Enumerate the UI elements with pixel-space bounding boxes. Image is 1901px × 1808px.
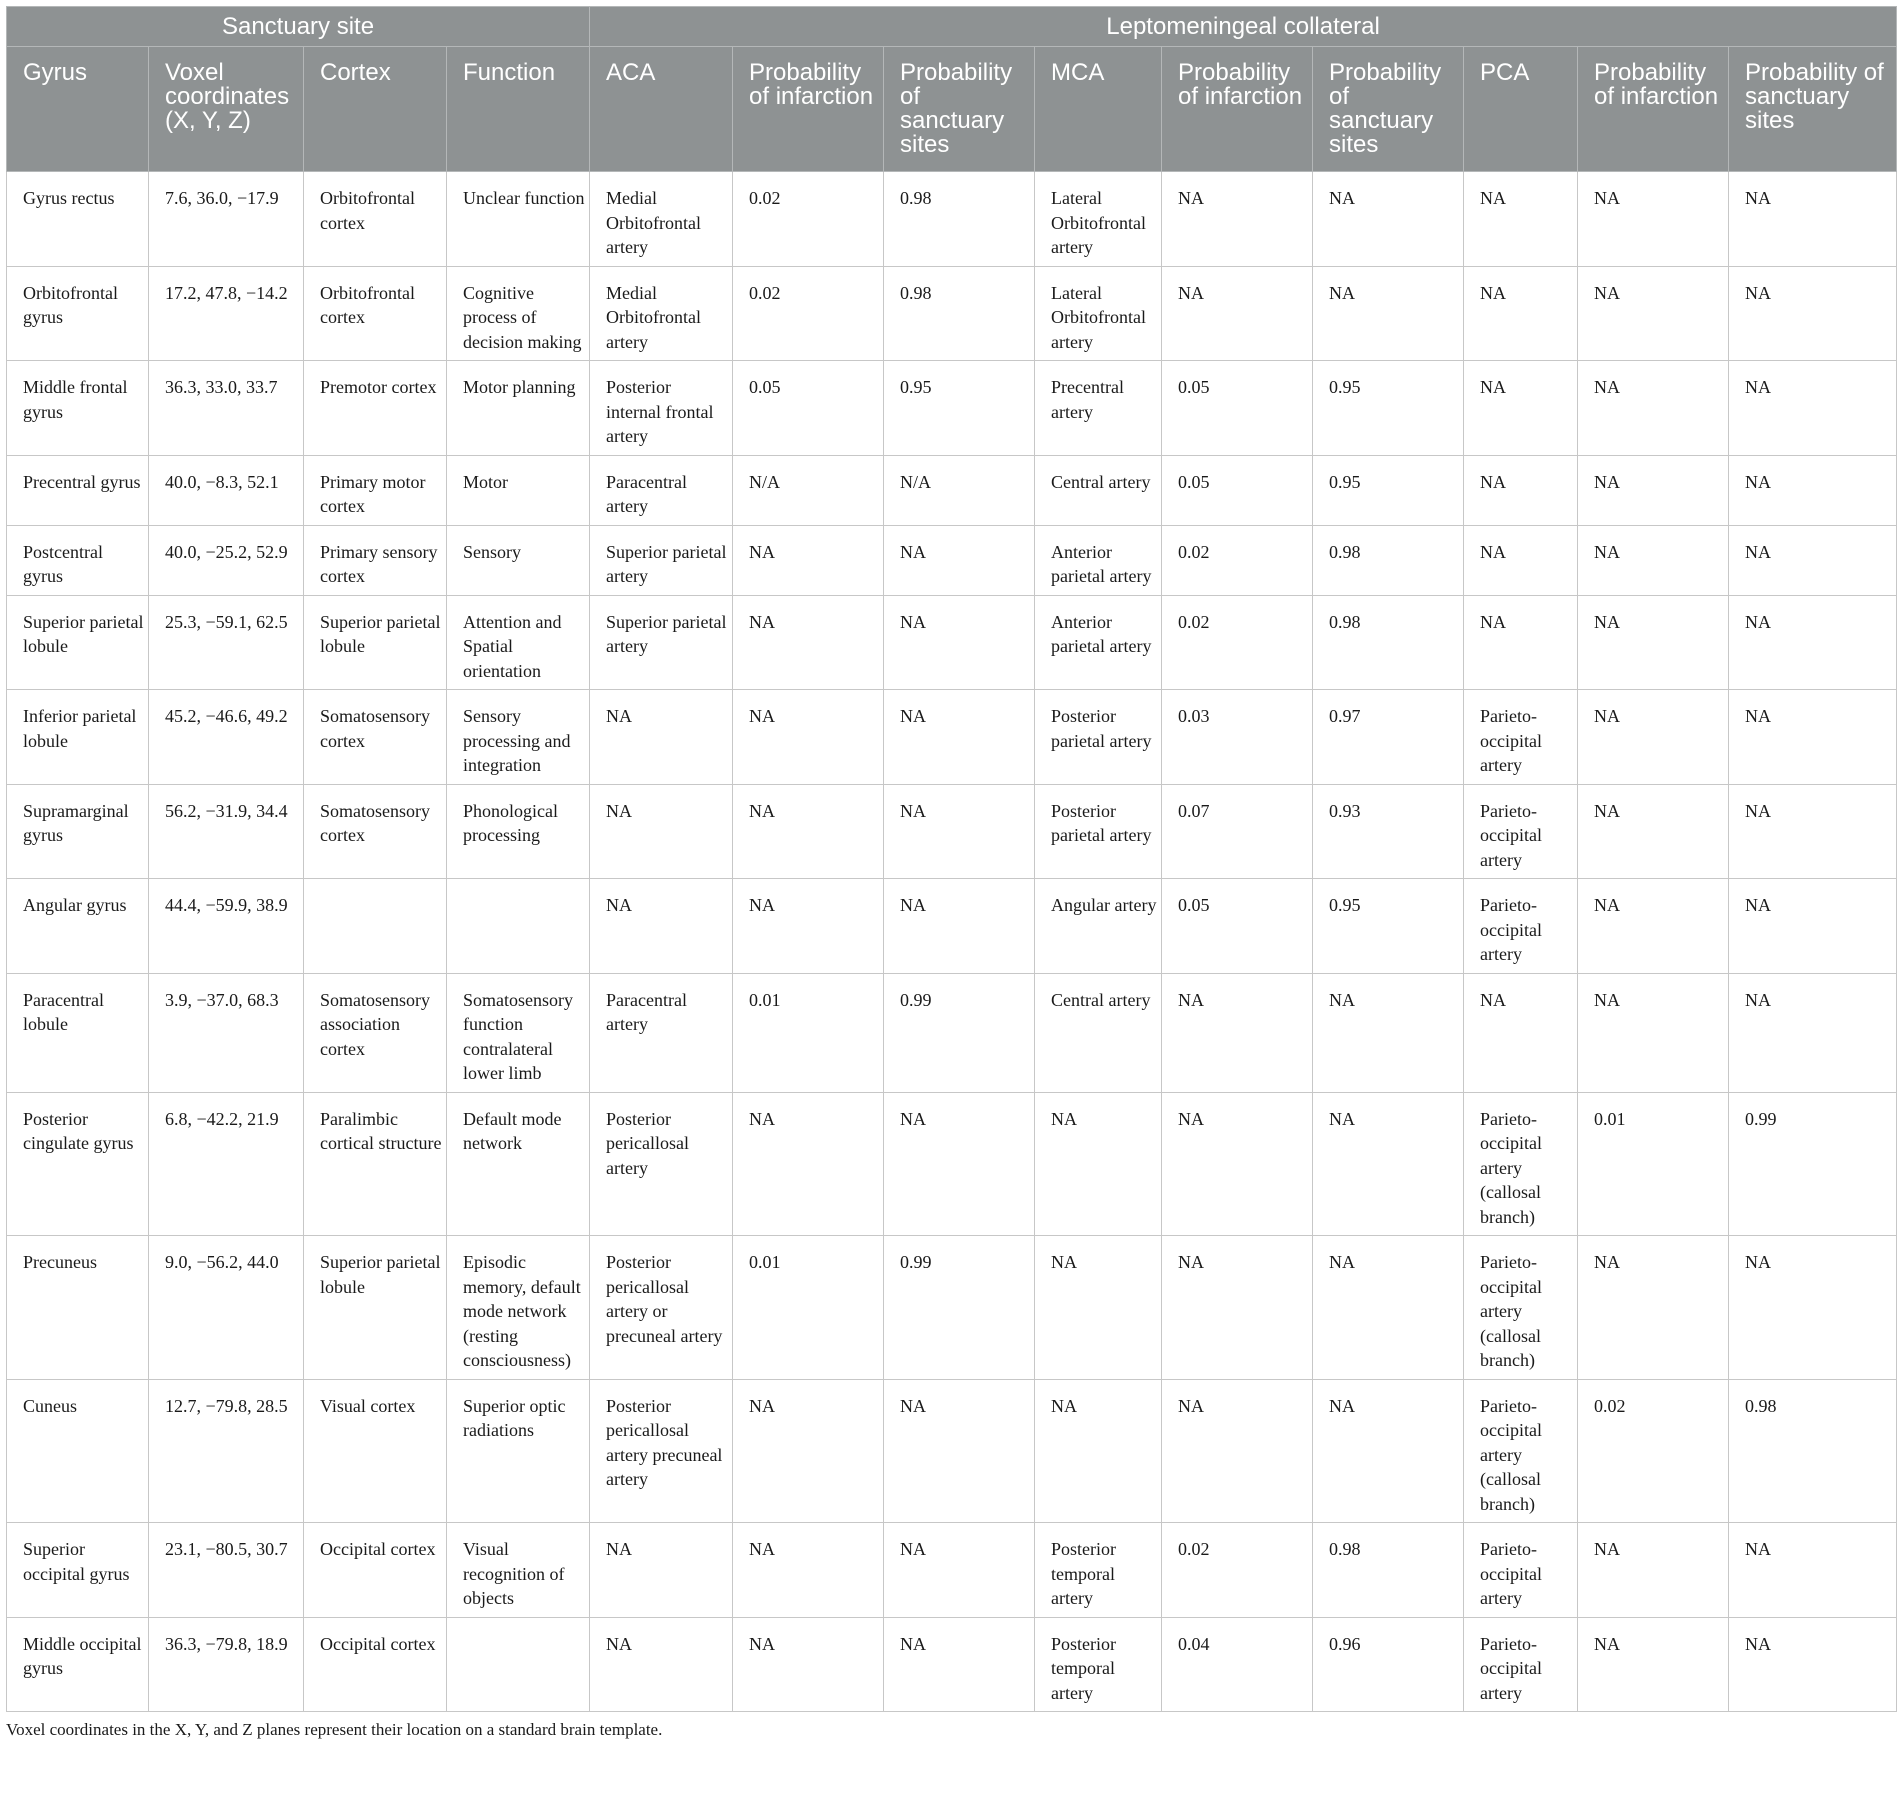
table-cell: 7.6, 36.0, −17.9 xyxy=(149,172,304,267)
table-cell: Angular artery xyxy=(1035,879,1162,974)
table-cell: NA xyxy=(1162,1236,1313,1380)
table-cell: N/A xyxy=(733,455,884,525)
table-cell: Paralimbic cortical structure xyxy=(304,1092,447,1236)
group-header-row xyxy=(7,7,1897,47)
table-cell: 6.8, −42.2, 21.9 xyxy=(149,1092,304,1236)
table-cell: NA xyxy=(1578,1236,1729,1380)
table-cell: Precentral artery xyxy=(1035,361,1162,456)
table-cell: Orbitofrontal cortex xyxy=(304,266,447,361)
table-cell: NA xyxy=(1162,172,1313,267)
table-cell: Somatosensory cortex xyxy=(304,690,447,785)
table-cell: Superior parietal lobule xyxy=(7,595,149,690)
table-cell: NA xyxy=(884,1617,1035,1712)
table-cell: Orbitofrontal cortex xyxy=(304,172,447,267)
table-cell: Parieto-occipital artery (callosal branch) xyxy=(1464,1379,1578,1523)
table-cell: 23.1, −80.5, 30.7 xyxy=(149,1523,304,1618)
table-cell: NA xyxy=(1729,172,1897,267)
table-cell: NA xyxy=(1313,1379,1464,1523)
table-cell: Superior parietal lobule xyxy=(304,595,447,690)
table-cell: Posterior pericallosal artery or precuneal artery xyxy=(590,1236,733,1380)
column-header: Voxel coordinates (X, Y, Z) xyxy=(149,47,304,172)
table-cell: 0.02 xyxy=(1162,525,1313,595)
table-cell: 0.95 xyxy=(1313,879,1464,974)
table-cell: 12.7, −79.8, 28.5 xyxy=(149,1379,304,1523)
column-header: Cortex xyxy=(304,47,447,172)
column-header-row xyxy=(7,47,1897,172)
column-header: Function xyxy=(447,47,590,172)
table-cell: Unclear function xyxy=(447,172,590,267)
table-cell xyxy=(447,1617,590,1712)
table-cell: Precuneus xyxy=(7,1236,149,1380)
table-cell: Parieto-occipital artery xyxy=(1464,879,1578,974)
table-cell: Anterior parietal artery xyxy=(1035,595,1162,690)
column-header: Probability of infarction xyxy=(733,47,884,172)
table-cell: NA xyxy=(1313,1092,1464,1236)
table-cell: NA xyxy=(884,784,1035,879)
table-cell: Cuneus xyxy=(7,1379,149,1523)
table-cell: Posterior pericallosal artery xyxy=(590,1092,733,1236)
table-cell: Parieto-occipital artery xyxy=(1464,784,1578,879)
table-cell: Visual recognition of objects xyxy=(447,1523,590,1618)
table-cell: Superior parietal artery xyxy=(590,595,733,690)
table-cell: NA xyxy=(1035,1092,1162,1236)
table-cell: Lateral Orbitofrontal artery xyxy=(1035,266,1162,361)
table-cell: 0.98 xyxy=(1313,1523,1464,1618)
table-cell: NA xyxy=(1464,266,1578,361)
table-cell: NA xyxy=(884,1523,1035,1618)
table-cell: Posterior temporal artery xyxy=(1035,1523,1162,1618)
table-cell: NA xyxy=(1578,266,1729,361)
table-cell: NA xyxy=(884,595,1035,690)
table-cell: NA xyxy=(1578,1523,1729,1618)
table-row xyxy=(7,1617,1897,1712)
table-cell: NA xyxy=(733,1379,884,1523)
table-cell: NA xyxy=(590,690,733,785)
table-cell: 45.2, −46.6, 49.2 xyxy=(149,690,304,785)
table-row xyxy=(7,1523,1897,1618)
table-cell: Posterior pericallosal artery precuneal artery xyxy=(590,1379,733,1523)
table-cell: Paracentral lobule xyxy=(7,973,149,1092)
table-cell xyxy=(447,879,590,974)
table-cell: 0.98 xyxy=(884,172,1035,267)
table-cell: NA xyxy=(1578,361,1729,456)
table-cell: Attention and Spatial orientation xyxy=(447,595,590,690)
table-cell: Occipital cortex xyxy=(304,1523,447,1618)
table-cell: 0.01 xyxy=(733,1236,884,1380)
table-cell: NA xyxy=(1464,973,1578,1092)
table-cell: NA xyxy=(1578,973,1729,1092)
table-cell: Central artery xyxy=(1035,973,1162,1092)
table-cell: NA xyxy=(1162,1379,1313,1523)
column-header: MCA xyxy=(1035,47,1162,172)
table-cell: Superior occipital gyrus xyxy=(7,1523,149,1618)
table-cell: 0.05 xyxy=(1162,879,1313,974)
table-cell: NA xyxy=(1578,784,1729,879)
table-cell: 0.99 xyxy=(884,973,1035,1092)
table-cell: NA xyxy=(884,1379,1035,1523)
table-cell: 0.02 xyxy=(1162,1523,1313,1618)
table-cell: Parieto-occipital artery xyxy=(1464,1617,1578,1712)
table-cell: NA xyxy=(1464,172,1578,267)
table-row xyxy=(7,172,1897,267)
table-cell: Sensory processing and integration xyxy=(447,690,590,785)
table-cell: 0.02 xyxy=(1162,595,1313,690)
table-row xyxy=(7,879,1897,974)
table-cell: Somatosensory cortex xyxy=(304,784,447,879)
table-cell: NA xyxy=(1464,361,1578,456)
table-cell: Visual cortex xyxy=(304,1379,447,1523)
table-body xyxy=(7,172,1897,1712)
table-cell: NA xyxy=(1578,455,1729,525)
table-cell: 40.0, −25.2, 52.9 xyxy=(149,525,304,595)
table-cell: NA xyxy=(733,690,884,785)
column-header: Probability of sanctuary sites xyxy=(1729,47,1897,172)
table-cell: NA xyxy=(733,784,884,879)
table-cell: Posterior parietal artery xyxy=(1035,690,1162,785)
table-cell: NA xyxy=(1578,879,1729,974)
table-row xyxy=(7,1379,1897,1523)
table-cell: NA xyxy=(1578,1617,1729,1712)
table-cell: 0.02 xyxy=(1578,1379,1729,1523)
table-cell: Precentral gyrus xyxy=(7,455,149,525)
table-cell: Posterior internal frontal artery xyxy=(590,361,733,456)
table-cell: Occipital cortex xyxy=(304,1617,447,1712)
table-cell: Superior optic radiations xyxy=(447,1379,590,1523)
table-cell: NA xyxy=(1035,1379,1162,1523)
table-cell: Postcentral gyrus xyxy=(7,525,149,595)
column-header: Probability of sanctuary sites xyxy=(884,47,1035,172)
table-cell: Posterior temporal artery xyxy=(1035,1617,1162,1712)
table-cell: 25.3, −59.1, 62.5 xyxy=(149,595,304,690)
table-cell xyxy=(304,879,447,974)
table-cell: Anterior parietal artery xyxy=(1035,525,1162,595)
table-cell: NA xyxy=(1578,525,1729,595)
table-cell: Paracentral artery xyxy=(590,973,733,1092)
table-cell: 0.98 xyxy=(884,266,1035,361)
table-cell: Parieto-occipital artery (callosal branch) xyxy=(1464,1092,1578,1236)
column-header: Probability of infarction xyxy=(1162,47,1313,172)
table-cell: 0.05 xyxy=(1162,455,1313,525)
table-cell: NA xyxy=(1162,973,1313,1092)
table-cell: 0.01 xyxy=(1578,1092,1729,1236)
table-cell: Central artery xyxy=(1035,455,1162,525)
table-cell: 0.95 xyxy=(1313,361,1464,456)
column-header: Probability of infarction xyxy=(1578,47,1729,172)
table-cell: 0.98 xyxy=(1313,525,1464,595)
table-cell: NA xyxy=(733,1092,884,1236)
table-cell: 0.04 xyxy=(1162,1617,1313,1712)
table-cell: Medial Orbitofrontal artery xyxy=(590,266,733,361)
table-cell: NA xyxy=(1729,455,1897,525)
table-row xyxy=(7,784,1897,879)
table-cell: NA xyxy=(1162,266,1313,361)
table-cell: 0.98 xyxy=(1729,1379,1897,1523)
table-cell: 0.02 xyxy=(733,172,884,267)
table-cell: NA xyxy=(1729,525,1897,595)
table-cell: 0.95 xyxy=(884,361,1035,456)
table-cell: NA xyxy=(1729,1236,1897,1380)
table-cell: Premotor cortex xyxy=(304,361,447,456)
table-cell: Orbitofrontal gyrus xyxy=(7,266,149,361)
table-cell: NA xyxy=(1578,172,1729,267)
table-row xyxy=(7,525,1897,595)
table-cell: Motor planning xyxy=(447,361,590,456)
column-header: Gyrus xyxy=(7,47,149,172)
table-cell: NA xyxy=(733,595,884,690)
table-cell: NA xyxy=(884,879,1035,974)
group-header-leptomeningeal-collateral: Leptomeningeal collateral xyxy=(590,7,1897,47)
table-cell: NA xyxy=(1729,1523,1897,1618)
table-cell: NA xyxy=(1729,973,1897,1092)
table-cell: 56.2, −31.9, 34.4 xyxy=(149,784,304,879)
table-cell: NA xyxy=(1729,266,1897,361)
table-cell: 0.05 xyxy=(1162,361,1313,456)
table-cell: N/A xyxy=(884,455,1035,525)
group-header-sanctuary-site: Sanctuary site xyxy=(7,7,590,47)
table-cell: 0.98 xyxy=(1313,595,1464,690)
table-cell: 17.2, 47.8, −14.2 xyxy=(149,266,304,361)
table-row xyxy=(7,973,1897,1092)
table-cell: NA xyxy=(1729,784,1897,879)
table-cell: Parieto-occipital artery xyxy=(1464,690,1578,785)
table-cell: NA xyxy=(884,690,1035,785)
table-cell: Middle occipital gyrus xyxy=(7,1617,149,1712)
table-cell: NA xyxy=(1464,595,1578,690)
table-cell: Somatosensory association cortex xyxy=(304,973,447,1092)
table-cell: NA xyxy=(1464,525,1578,595)
table-cell: NA xyxy=(733,1523,884,1618)
table-cell: 0.96 xyxy=(1313,1617,1464,1712)
table-cell: Medial Orbitofrontal artery xyxy=(590,172,733,267)
column-header: PCA xyxy=(1464,47,1578,172)
table-cell: Supramarginal gyrus xyxy=(7,784,149,879)
table-cell: NA xyxy=(1578,690,1729,785)
table-row xyxy=(7,1236,1897,1380)
table-cell: NA xyxy=(1729,595,1897,690)
table-cell: NA xyxy=(1313,973,1464,1092)
table-cell: Middle frontal gyrus xyxy=(7,361,149,456)
table-cell: NA xyxy=(1464,455,1578,525)
table-cell: Sensory xyxy=(447,525,590,595)
table-footnote: Voxel coordinates in the X, Y, and Z planes represent their location on a standard brain template. xyxy=(6,1720,663,1739)
table-cell: 0.05 xyxy=(733,361,884,456)
table-cell: Primary sensory cortex xyxy=(304,525,447,595)
table-cell: Lateral Orbitofrontal artery xyxy=(1035,172,1162,267)
table-row xyxy=(7,266,1897,361)
table-cell: NA xyxy=(590,784,733,879)
table-cell: Primary motor cortex xyxy=(304,455,447,525)
table-cell: NA xyxy=(1729,361,1897,456)
table-cell: 44.4, −59.9, 38.9 xyxy=(149,879,304,974)
table-cell: 0.95 xyxy=(1313,455,1464,525)
table-cell: Superior parietal lobule xyxy=(304,1236,447,1380)
column-header: Probability of sanctuary sites xyxy=(1313,47,1464,172)
column-header: ACA xyxy=(590,47,733,172)
table-cell: 0.07 xyxy=(1162,784,1313,879)
table-cell: 36.3, 33.0, 33.7 xyxy=(149,361,304,456)
table-cell: Parieto-occipital artery (callosal branch) xyxy=(1464,1236,1578,1380)
table-cell: NA xyxy=(884,525,1035,595)
table-cell: 36.3, −79.8, 18.9 xyxy=(149,1617,304,1712)
table-cell: 0.02 xyxy=(733,266,884,361)
table-cell: NA xyxy=(1729,879,1897,974)
table-cell: NA xyxy=(884,1092,1035,1236)
table-cell: NA xyxy=(1578,595,1729,690)
table-cell: Phonological processing xyxy=(447,784,590,879)
table-cell: Paracentral artery xyxy=(590,455,733,525)
table-cell: NA xyxy=(733,879,884,974)
table-cell: Parieto-occipital artery xyxy=(1464,1523,1578,1618)
table-cell: 0.97 xyxy=(1313,690,1464,785)
table-cell: 40.0, −8.3, 52.1 xyxy=(149,455,304,525)
table-cell: 0.99 xyxy=(1729,1092,1897,1236)
table-cell: NA xyxy=(590,1617,733,1712)
table-cell: Posterior cingulate gyrus xyxy=(7,1092,149,1236)
table-cell: NA xyxy=(1729,690,1897,785)
table-cell: Somatosensory function contralateral lower limb xyxy=(447,973,590,1092)
table-cell: Angular gyrus xyxy=(7,879,149,974)
table-row xyxy=(7,455,1897,525)
table-cell: Superior parietal artery xyxy=(590,525,733,595)
table-cell: NA xyxy=(1313,266,1464,361)
table-cell: Motor xyxy=(447,455,590,525)
table-cell: NA xyxy=(733,1617,884,1712)
table-cell: NA xyxy=(590,1523,733,1618)
table-cell: Default mode network xyxy=(447,1092,590,1236)
table-cell: 0.03 xyxy=(1162,690,1313,785)
table-container xyxy=(6,6,1896,1740)
table-cell: NA xyxy=(1162,1092,1313,1236)
table-cell: NA xyxy=(733,525,884,595)
table-row xyxy=(7,361,1897,456)
table-cell: NA xyxy=(1313,1236,1464,1380)
table-cell: 0.99 xyxy=(884,1236,1035,1380)
table-row xyxy=(7,690,1897,785)
table-cell: 9.0, −56.2, 44.0 xyxy=(149,1236,304,1380)
table-cell: Posterior parietal artery xyxy=(1035,784,1162,879)
table-cell: Cognitive process of decision making xyxy=(447,266,590,361)
table-cell: 0.01 xyxy=(733,973,884,1092)
table-cell: NA xyxy=(1035,1236,1162,1380)
table-row xyxy=(7,1092,1897,1236)
table-cell: Inferior parietal lobule xyxy=(7,690,149,785)
table-cell: 3.9, −37.0, 68.3 xyxy=(149,973,304,1092)
table-cell: NA xyxy=(590,879,733,974)
table-cell: 0.93 xyxy=(1313,784,1464,879)
table-cell: NA xyxy=(1313,172,1464,267)
table-cell: Episodic memory, default mode network (resting consciousness) xyxy=(447,1236,590,1380)
sanctuary-table xyxy=(6,6,1897,1712)
table-cell: NA xyxy=(1729,1617,1897,1712)
table-row xyxy=(7,595,1897,690)
table-cell: Gyrus rectus xyxy=(7,172,149,267)
